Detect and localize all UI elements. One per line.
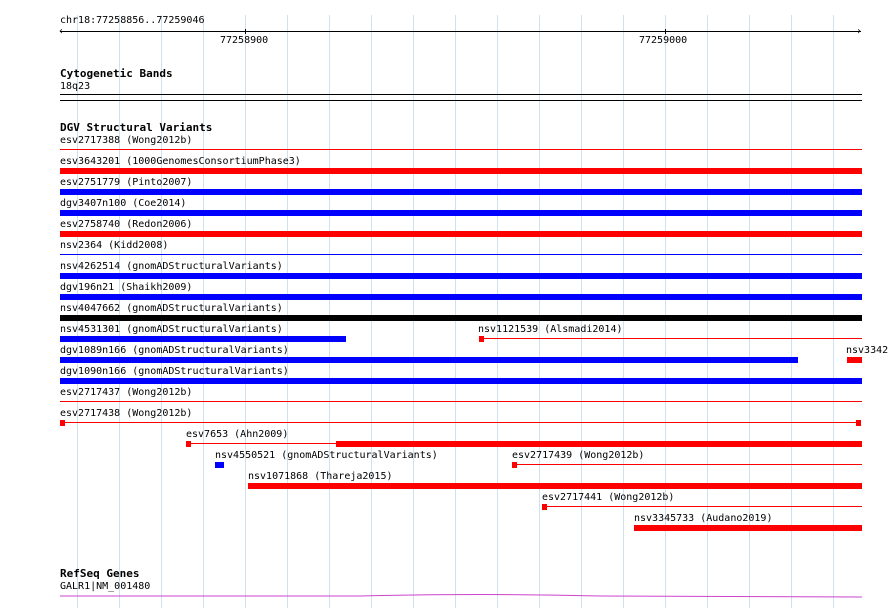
variant-bar[interactable] [60, 254, 862, 255]
variant-label[interactable]: dgv196n21 (Shaikh2009) [60, 282, 193, 293]
variant-end-marker[interactable] [856, 420, 861, 426]
variant-label[interactable]: esv2717441 (Wong2012b) [542, 492, 675, 503]
grid-line [497, 15, 498, 608]
variant-label[interactable]: esv2717438 (Wong2012b) [60, 408, 193, 419]
variant-end-marker[interactable] [479, 336, 484, 342]
cytoband-bar-top[interactable] [60, 94, 862, 95]
ruler-tick-label: 77258900 [220, 35, 269, 46]
variant-bar[interactable] [60, 315, 862, 321]
variant-label[interactable]: esv3643201 (1000GenomesConsortiumPhase3) [60, 156, 301, 167]
variant-end-marker[interactable] [512, 462, 517, 468]
ruler-axis[interactable] [60, 31, 861, 32]
variant-end-marker[interactable] [542, 504, 547, 510]
grid-line [329, 15, 330, 608]
variant-label[interactable]: esv2717439 (Wong2012b) [512, 450, 645, 461]
variant-bar[interactable] [215, 462, 224, 468]
variant-bar[interactable] [60, 168, 862, 174]
track-title-cytoband[interactable]: Cytogenetic Bands [60, 67, 173, 80]
variant-bar[interactable] [248, 483, 862, 489]
variant-label[interactable]: nsv1121539 (Alsmadi2014) [478, 324, 623, 335]
variant-label[interactable]: nsv2364 (Kidd2008) [60, 240, 169, 251]
variant-bar[interactable] [547, 506, 862, 507]
grid-line [371, 15, 372, 608]
track-title-refseq[interactable]: RefSeq Genes [60, 567, 140, 580]
grid-line [413, 15, 414, 608]
variant-bar[interactable] [60, 149, 862, 150]
gene-model[interactable] [60, 590, 862, 602]
cytoband-label: 18q23 [60, 81, 91, 92]
track-title-dgv[interactable]: DGV Structural Variants [60, 121, 213, 134]
variant-label[interactable]: nsv4047662 (gnomADStructuralVariants) [60, 303, 283, 314]
ruler-tick [245, 29, 246, 34]
grid-line [581, 15, 582, 608]
variant-label[interactable]: dgv3407n100 (Coe2014) [60, 198, 187, 209]
variant-label[interactable]: esv7653 (Ahn2009) [186, 429, 289, 440]
variant-label[interactable]: dgv1090n166 (gnomADStructuralVariants) [60, 366, 289, 377]
variant-label[interactable]: esv2717437 (Wong2012b) [60, 387, 193, 398]
variant-label[interactable]: esv2751779 (Pinto2007) [60, 177, 193, 188]
cytoband-bar-bottom[interactable] [60, 100, 862, 101]
grid-line [623, 15, 624, 608]
gene-label[interactable]: GALR1|NM_001480 [60, 581, 151, 592]
gene-intron-line [60, 595, 862, 598]
variant-bar[interactable] [634, 525, 862, 531]
variant-label[interactable]: esv2758740 (Redon2006) [60, 219, 193, 230]
variant-label[interactable]: nsv4550521 (gnomADStructuralVariants) [215, 450, 438, 461]
variant-bar[interactable] [191, 443, 336, 444]
variant-bar[interactable] [60, 357, 798, 363]
variant-bar[interactable] [484, 338, 862, 339]
grid-line [791, 15, 792, 608]
variant-bar[interactable] [60, 378, 862, 384]
variant-bar[interactable] [60, 189, 862, 195]
grid-line [287, 15, 288, 608]
variant-bar[interactable] [60, 336, 346, 342]
grid-line [539, 15, 540, 608]
variant-bar[interactable] [60, 210, 862, 216]
ruler-left-arrow-icon: ‹ [58, 26, 65, 37]
variant-bar[interactable] [336, 441, 862, 447]
variant-bar[interactable] [847, 357, 862, 363]
grid-line [455, 15, 456, 608]
variant-bar[interactable] [60, 231, 862, 237]
variant-label[interactable]: nsv4531301 (gnomADStructuralVariants) [60, 324, 283, 335]
variant-end-marker[interactable] [60, 420, 65, 426]
ruler-right-arrow-icon: › [856, 26, 863, 37]
variant-label[interactable]: nsv3345733 (Audano2019) [634, 513, 773, 524]
variant-bar[interactable] [65, 422, 856, 423]
variant-bar[interactable] [60, 273, 862, 279]
variant-label[interactable]: esv2717388 (Wong2012b) [60, 135, 193, 146]
variant-bar[interactable] [517, 464, 862, 465]
variant-label[interactable]: nsv4262514 (gnomADStructuralVariants) [60, 261, 283, 272]
ruler-range-label: chr18:77258856..77259046 [60, 15, 205, 26]
variant-bar[interactable] [60, 294, 862, 300]
variant-bar[interactable] [60, 401, 862, 402]
variant-end-marker[interactable] [186, 441, 191, 447]
variant-label[interactable]: nsv3342 [846, 345, 889, 356]
ruler-tick-label: 77259000 [639, 35, 688, 46]
grid-line [833, 15, 834, 608]
ruler-tick [665, 29, 666, 34]
variant-label[interactable]: nsv1071868 (Thareja2015) [248, 471, 393, 482]
variant-label[interactable]: dgv1089n166 (gnomADStructuralVariants) [60, 345, 289, 356]
